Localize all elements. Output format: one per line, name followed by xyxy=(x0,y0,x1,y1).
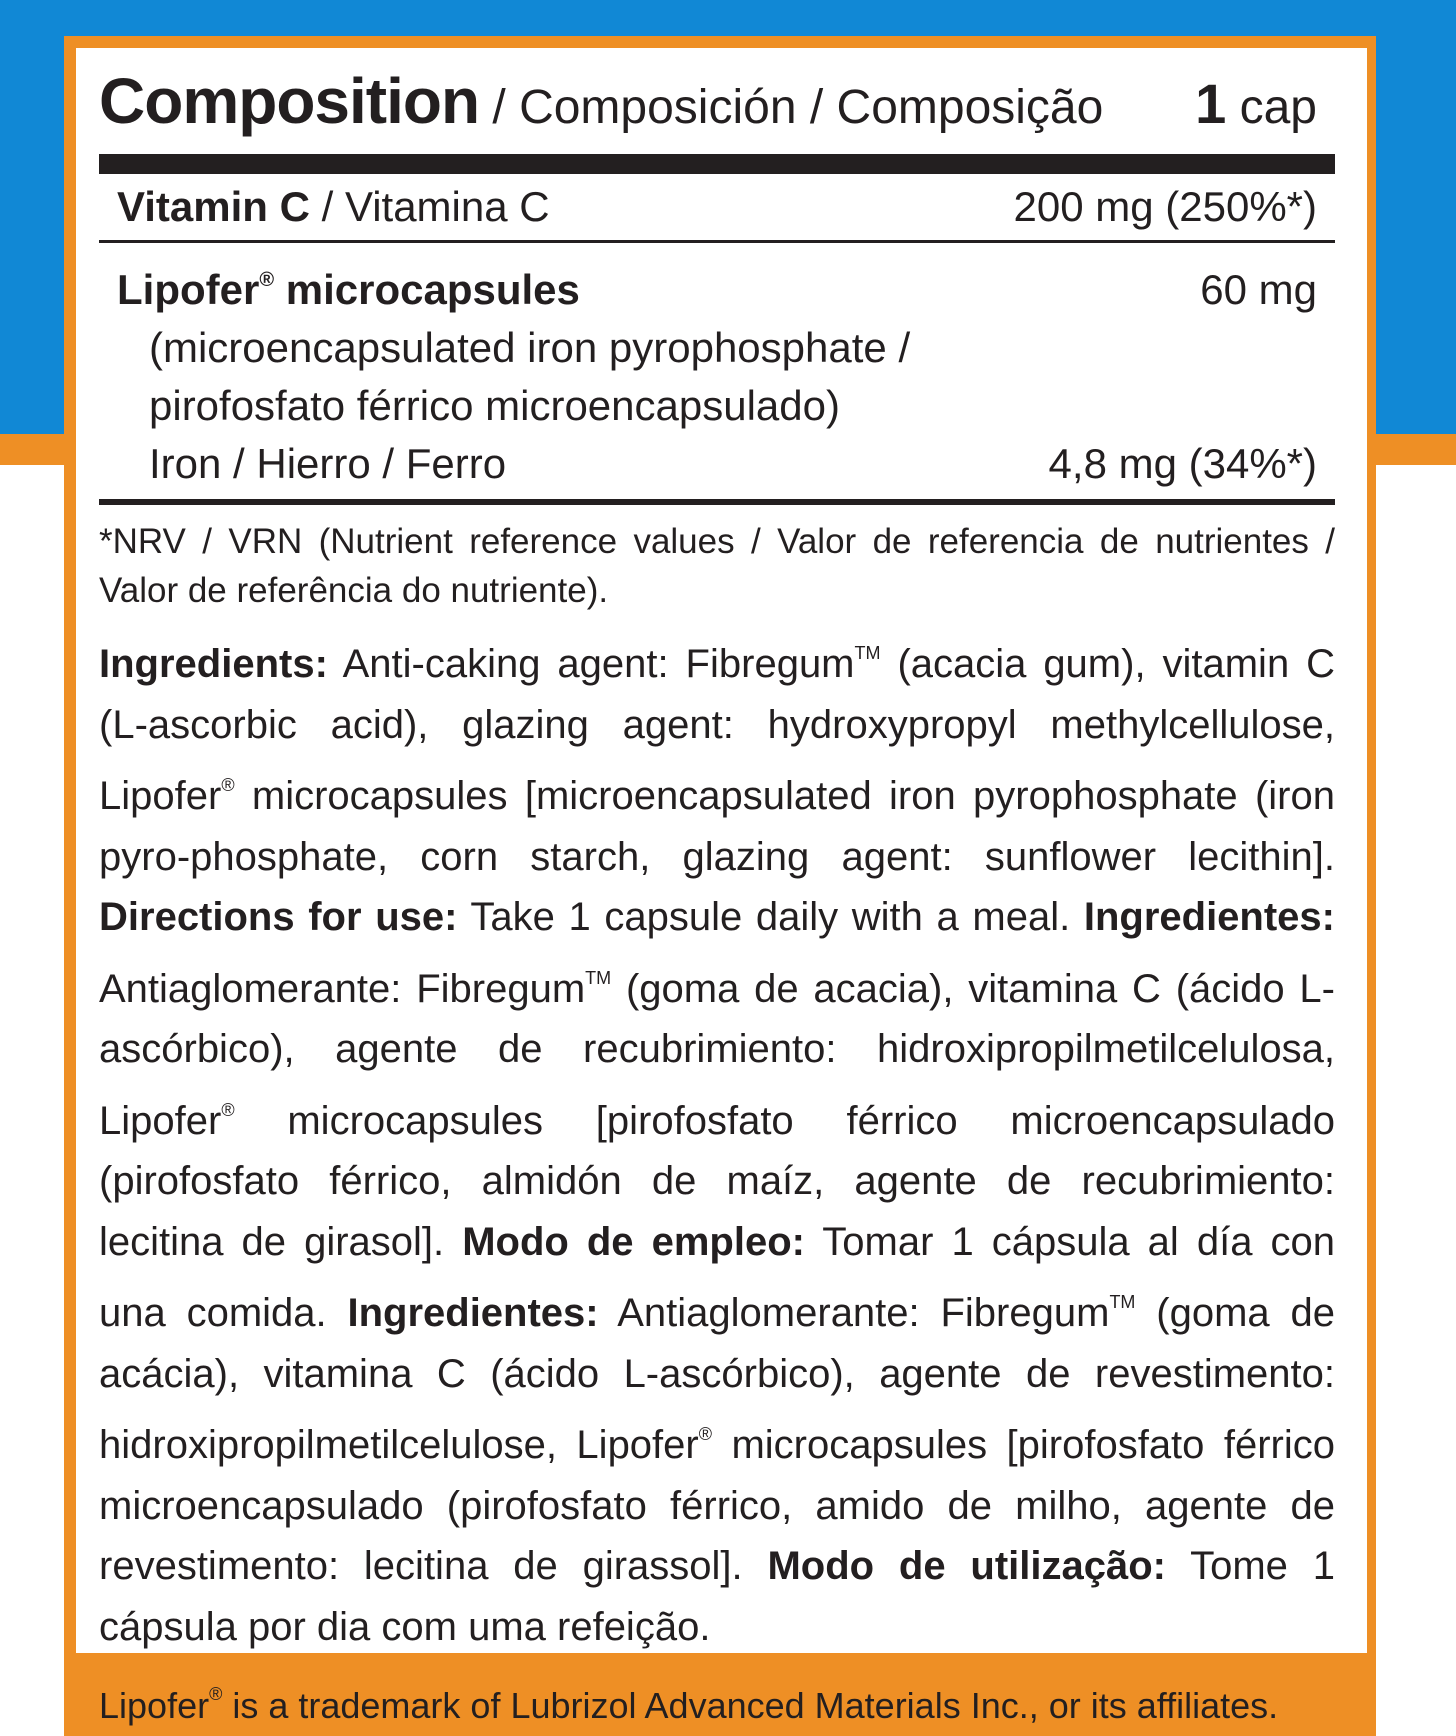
trademark-note xyxy=(99,1669,1335,1731)
lipofer-amount: 60 mg xyxy=(1200,266,1317,313)
pt-ingredients-label: Ingredientes: xyxy=(347,1291,599,1335)
pt-directions-text: Tome 1 cápsula por dia com uma refeição. xyxy=(99,1544,1335,1649)
lipofer-block xyxy=(99,243,1335,499)
trademark-text: is a trademark of Lubrizol Advanced Materials Inc., or its affiliates. xyxy=(222,1685,1279,1726)
nrv-note: *NRV / VRN (Nutrient reference values / Valor de referencia de nutrientes / Valor de referência do nutriente). xyxy=(99,522,1335,610)
es-ingredients-label: Ingredientes: xyxy=(1083,895,1335,939)
lipofer-desc-line2: pirofosfato férrico microencapsulado) xyxy=(149,382,840,429)
pt-text-2: (goma de acácia), vitamina C (ácido L-ascórbico), agente de revestimento: hidroxipropilmetilcelulose, Lipofer xyxy=(99,1291,1335,1467)
registered-mark: ® xyxy=(698,1424,712,1444)
registered-mark: ® xyxy=(221,1099,235,1120)
trademark-symbol: TM xyxy=(854,643,881,663)
vitamin-c-row xyxy=(99,174,1335,240)
serving-unit: cap xyxy=(1226,81,1317,134)
registered-mark: ® xyxy=(259,269,275,291)
label-content xyxy=(99,64,1335,1731)
es-text-2: (goma de acacia), vitamina C (ácido L-ascórbico), agente de recubrimiento: hidroxipropilmetilcelulosa, Lipofer xyxy=(99,966,1335,1143)
iron-label: Iron / Hierro / Ferro xyxy=(149,440,507,487)
registered-mark: ® xyxy=(221,775,235,795)
iron-amount: 4,8 mg (34%*) xyxy=(1048,440,1317,487)
es-directions-label: Modo de empleo: xyxy=(462,1219,805,1264)
title-bold: Composition xyxy=(99,65,480,137)
lipofer-name xyxy=(117,251,580,319)
vitamin-c-name-bold: Vitamin C xyxy=(117,183,310,230)
trademark-brand: Lipofer xyxy=(99,1685,210,1726)
lipofer-row xyxy=(99,251,1335,319)
lipofer-name-rest: microcapsules xyxy=(274,266,580,313)
pt-text-1: Antiaglomerante: Fibregum xyxy=(598,1291,1110,1335)
en-directions-text: Take 1 capsule daily with a meal. xyxy=(457,895,1084,939)
table-bottom-divider xyxy=(99,499,1335,505)
composition-title xyxy=(99,64,1103,138)
registered-mark: ® xyxy=(209,1684,223,1704)
pt-text-3: microcapsules [pirofosfato férrico microencapsulado (pirofosfato férrico, amido de milho, agente de revestimento: lecitina de girassol]. xyxy=(99,1423,1335,1588)
es-directions-text: Tomar 1 cápsula al día con una comida. xyxy=(99,1219,1336,1335)
es-text-3: microcapsules [pirofosfato férrico microencapsulado (pirofosfato férrico, almidón de maíz, agente de recubrimiento: lecitina de girasol]. xyxy=(99,1098,1335,1264)
trademark-symbol: TM xyxy=(1109,1292,1136,1312)
en-text-1: Anti-caking agent: Fibregum xyxy=(327,642,855,686)
composition-header xyxy=(99,64,1335,154)
es-text-1: Antiaglomerante: Fibregum xyxy=(99,966,586,1011)
trademark-symbol: TM xyxy=(585,967,612,988)
lipofer-name-bold: Lipofer xyxy=(117,266,260,313)
en-ingredients-label: Ingredients: xyxy=(99,642,328,686)
ingredients-text xyxy=(99,623,1335,1657)
vitamin-c-name xyxy=(117,178,550,236)
en-text-2: (acacia gum), vitamin C (L-ascorbic acid), glazing agent: hydroxypropyl methylcellulose, Lipofer xyxy=(99,642,1335,818)
title-translations: / Composición / Composição xyxy=(479,81,1104,134)
vitamin-c-name-rest: / Vitamina C xyxy=(309,183,550,230)
en-directions-label: Directions for use: xyxy=(99,895,458,939)
orange-accent-right xyxy=(1367,434,1456,465)
lipofer-desc-line1: (microencapsulated iron pyrophosphate / xyxy=(149,324,911,371)
serving-size xyxy=(1195,71,1335,136)
vitamin-c-amount: 200 mg (250%*) xyxy=(1013,183,1317,230)
en-text-3: microcapsules [microencapsulated iron pyrophosphate (iron pyro-phosphate, corn starch, glazing agent: sunflower lecithin]. xyxy=(99,774,1335,879)
serving-number: 1 xyxy=(1195,72,1227,135)
header-divider xyxy=(99,154,1335,174)
pt-directions-label: Modo de utilização: xyxy=(767,1544,1167,1588)
iron-row xyxy=(99,435,1335,493)
